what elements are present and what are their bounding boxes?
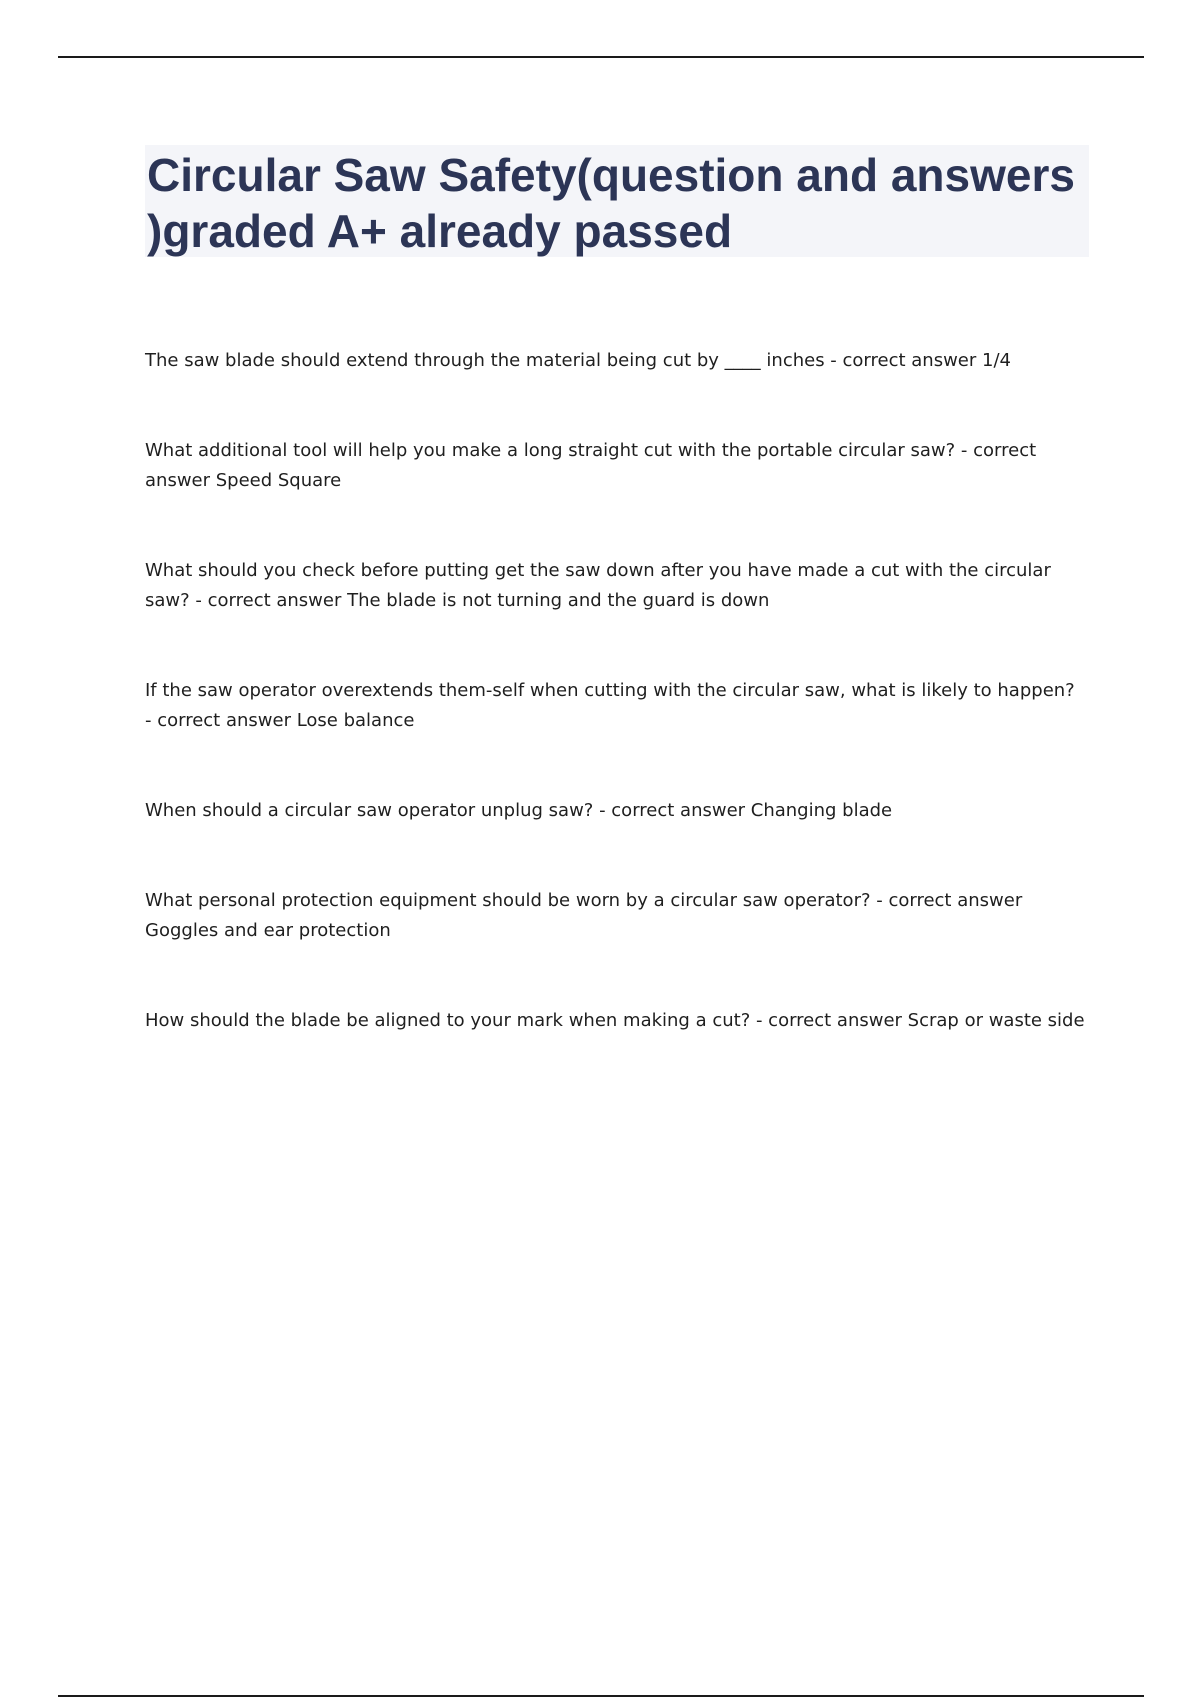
qa-item-4: If the saw operator overextends them-self when cutting with the circular saw, what is likely to happen? - correct answer Lose balance — [145, 680, 1075, 731]
qa-item-5: When should a circular saw operator unplug saw? - correct answer Changing blade — [145, 800, 893, 821]
top-rule — [58, 56, 1144, 58]
document-title: Circular Saw Safety(question and answers )graded A+ already passed — [147, 149, 1075, 257]
title-block — [145, 145, 1089, 257]
qa-item-2: What additional tool will help you make a long straight cut with the portable circular saw? - correct answer Speed Square — [145, 440, 1037, 491]
qa-item-3: What should you check before putting get the saw down after you have made a cut with the circular saw? - correct answer The blade is not turning and the guard is down — [145, 560, 1051, 611]
qa-list — [145, 346, 1085, 1096]
qa-item-6: What personal protection equipment should be worn by a circular saw operator? - correct answer Goggles and ear protection — [145, 890, 1023, 941]
bottom-rule — [58, 1695, 1144, 1697]
qa-item-1: The saw blade should extend through the material being cut by ____ inches - correct answer 1/4 — [145, 350, 1011, 371]
qa-item-7: How should the blade be aligned to your mark when making a cut? - correct answer Scrap or waste side — [145, 1010, 1085, 1031]
